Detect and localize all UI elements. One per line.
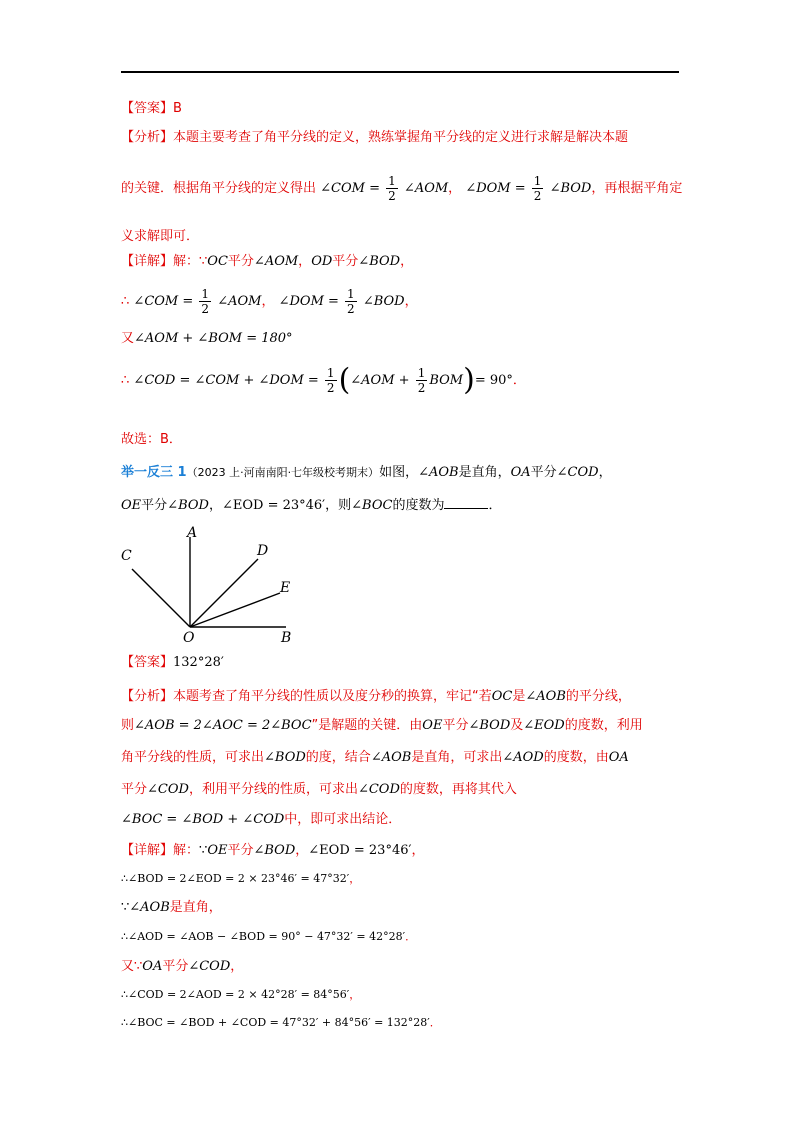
punct: ， xyxy=(411,843,425,858)
ex2-analysis-line2 xyxy=(121,716,643,736)
ex2-question-line1 xyxy=(121,463,612,483)
math-expression: BOM xyxy=(429,373,464,388)
math-expression: ∠AOB xyxy=(370,750,412,765)
math-expression: OA xyxy=(510,465,531,480)
ex1-detail-line3 xyxy=(121,329,293,349)
math-expression: ∠AOM xyxy=(403,181,449,196)
analysis-tag: 【分析】 xyxy=(121,689,174,704)
math-expression: ∠COM = xyxy=(133,294,194,309)
punct: ， xyxy=(349,988,361,1001)
fraction xyxy=(325,366,337,395)
ex2-detail-line5 xyxy=(121,957,243,977)
math-expression: OA xyxy=(142,959,163,974)
math-expression: ∠AOM + ∠BOM = 180° xyxy=(134,331,293,346)
question-text: 是直角， xyxy=(458,465,511,480)
fraction-numerator: 1 xyxy=(326,366,335,380)
math-expression: ∴∠BOD = 2∠EOD = 2 × 23°46′ = 47°32′ xyxy=(121,872,350,885)
answer-tag: 【答案】 xyxy=(121,101,174,116)
fraction xyxy=(416,366,428,395)
detail-text: 平分 xyxy=(227,254,254,269)
analysis-text: ，再根据平角定 xyxy=(591,181,683,196)
math-expression: ∠AOB = 2∠AOC = 2∠BOC xyxy=(134,718,312,733)
question-text: 平分 xyxy=(530,465,557,480)
therefore-symbol: ∴ xyxy=(121,373,130,388)
math-expression: OC xyxy=(207,254,228,269)
math-expression: ∠AOM xyxy=(253,254,299,269)
punct: ， xyxy=(400,254,414,269)
choose-text: 故选：B． xyxy=(121,432,182,447)
ex2-analysis-line1 xyxy=(121,687,631,707)
punct: ， xyxy=(230,959,244,974)
analysis-text: 的度数，再将其代入 xyxy=(399,782,517,797)
detail-text: 是直角， xyxy=(169,900,222,915)
math-expression: OC xyxy=(491,689,513,704)
because-symbol: ∵ xyxy=(121,900,130,915)
point-label-D: D xyxy=(257,543,269,559)
analysis-text: 的平分线， xyxy=(565,689,631,704)
punct: ， xyxy=(295,843,309,858)
fraction-numerator: 1 xyxy=(201,287,210,301)
answer-value: B xyxy=(173,101,182,116)
detail-text: 平分 xyxy=(332,254,359,269)
math-expression: ∠BOC = ∠BOD + ∠COD xyxy=(121,812,285,827)
answer-value: 132°28′ xyxy=(173,655,224,670)
ex1-answer xyxy=(121,99,182,119)
punct: ． xyxy=(488,498,502,513)
math-expression: ∠AOB xyxy=(525,689,566,704)
ex2-analysis-line5 xyxy=(121,810,401,830)
ex2-question-line2 xyxy=(121,496,501,516)
math-expression: ∴∠BOC = ∠BOD + ∠COD = 47°32′ + 84°56′ = 132°28′ xyxy=(121,1016,430,1029)
analysis-text: 本题考查了角平分线的性质以及度分秒的换算，牢记“若 xyxy=(173,689,492,704)
math-expression: ∠DOM = xyxy=(465,181,526,196)
analysis-text: ”是解题的关键．由 xyxy=(311,718,423,733)
source-text: （2023 上·河南南阳·七年级校考期末） xyxy=(186,466,380,479)
math-expression: ∠DOM = xyxy=(278,294,339,309)
question-text: 如图， xyxy=(379,465,419,480)
ex2-answer xyxy=(121,653,224,673)
detail-tag: 【详解】 xyxy=(121,254,174,269)
math-expression: ∠COD xyxy=(188,959,231,974)
ex1-detail-line4 xyxy=(121,362,526,398)
point-label-E: E xyxy=(280,580,291,596)
punct: ， xyxy=(448,181,462,196)
left-paren: ( xyxy=(338,362,351,398)
therefore-symbol: ∴ xyxy=(121,294,130,309)
fraction-denominator: 2 xyxy=(417,381,426,395)
question-text: 的度数为 xyxy=(392,498,445,513)
ex2-analysis-line4 xyxy=(121,780,517,800)
point-label-A: A xyxy=(187,525,198,541)
analysis-text: 本题主要考查了角平分线的定义，熟练掌握角平分线的定义进行求解是解决本题 xyxy=(173,130,629,145)
math-expression: OA xyxy=(608,750,629,765)
ray-OE xyxy=(190,593,280,627)
punct: ， xyxy=(208,498,222,513)
analysis-text: 的度数，利用 xyxy=(564,718,643,733)
ex1-detail-line2 xyxy=(121,287,418,316)
analysis-text: 角平分线的性质，可求出 xyxy=(121,750,265,765)
detail-text: 解： xyxy=(173,843,200,858)
math-expression: ∠BOD xyxy=(264,750,306,765)
math-expression: OE xyxy=(207,843,228,858)
ex1-analysis-line2 xyxy=(121,174,682,203)
answer-tag: 【答案】 xyxy=(121,655,174,670)
analysis-text: 的关键．根据角平分线的定义得出 xyxy=(121,181,317,196)
question-text: 平分 xyxy=(141,498,168,513)
fraction xyxy=(345,287,357,316)
math-expression: ∠AOB xyxy=(418,465,459,480)
ex2-detail-line4 xyxy=(121,927,416,947)
ex2-analysis-line3 xyxy=(121,748,629,768)
analysis-text: ，利用平分线的性质，可求出 xyxy=(188,782,358,797)
math-expression: ∠COD xyxy=(357,782,400,797)
math-expression: ∠EOD = 23°46′ xyxy=(308,843,412,858)
analysis-text: 及 xyxy=(510,718,524,733)
point-label-O: O xyxy=(183,630,195,646)
ex2-detail-line6 xyxy=(121,985,360,1005)
fraction-denominator: 2 xyxy=(388,189,396,203)
math-expression: ∠BOD xyxy=(358,254,401,269)
punct: ． xyxy=(512,373,526,388)
angle-figure xyxy=(110,522,310,647)
punct: ， xyxy=(598,465,612,480)
math-expression: ∠BOC xyxy=(351,498,393,513)
math-expression: ∠COD xyxy=(556,465,599,480)
fraction-numerator: 1 xyxy=(417,366,426,380)
punct: ， xyxy=(349,872,361,885)
analysis-text: 平分 xyxy=(442,718,469,733)
analysis-text: 是直角，可求出 xyxy=(411,750,503,765)
fraction-denominator: 2 xyxy=(533,189,542,203)
detail-tag: 【详解】 xyxy=(121,843,174,858)
ex1-detail-line1 xyxy=(121,252,413,272)
punct: ， xyxy=(404,294,418,309)
answer-blank xyxy=(444,496,488,509)
detail-text: 平分 xyxy=(227,843,254,858)
math-expression: OD xyxy=(311,254,333,269)
detail-text: 平分 xyxy=(162,959,189,974)
fraction-denominator: 2 xyxy=(347,302,355,316)
math-expression: ∴∠AOD = ∠AOB − ∠BOD = 90° − 47°32′ = 42°28′ xyxy=(121,930,406,943)
punct: ． xyxy=(429,1016,441,1029)
right-paren: ) xyxy=(463,362,475,398)
fraction-numerator: 1 xyxy=(388,174,396,188)
header-rule xyxy=(121,71,679,73)
math-expression: OE xyxy=(121,498,142,513)
math-expression: ∠COM = xyxy=(320,181,380,196)
math-expression: ∠AOM + xyxy=(350,373,410,388)
detail-text: 又 xyxy=(121,331,135,346)
ex2-detail-line1 xyxy=(121,841,424,861)
practice-label: 举一反三 1 xyxy=(121,465,187,480)
math-expression: OE xyxy=(422,718,443,733)
analysis-text: 的度，结合 xyxy=(305,750,371,765)
math-expression: ∠COD = ∠COM + ∠DOM = xyxy=(133,373,319,388)
analysis-text: 是 xyxy=(512,689,526,704)
analysis-text: 则 xyxy=(121,718,135,733)
fraction-denominator: 2 xyxy=(326,381,335,395)
analysis-text: 的度数，由 xyxy=(543,750,609,765)
fraction xyxy=(532,174,544,203)
math-expression: ∠COD xyxy=(147,782,189,797)
fraction-denominator: 2 xyxy=(201,302,210,316)
detail-text: 解：∵ xyxy=(173,254,208,269)
math-expression: ∠AOM xyxy=(217,294,262,309)
ex1-choose xyxy=(121,430,182,450)
analysis-text: 义求解即可． xyxy=(121,229,200,244)
ex1-analysis-line1 xyxy=(121,128,628,148)
point-label-B: B xyxy=(281,630,292,646)
math-expression: ∴∠COD = 2∠AOD = 2 × 42°28′ = 84°56′ xyxy=(121,988,350,1001)
ray-OC xyxy=(132,569,190,627)
punct: ， xyxy=(298,254,312,269)
point-label-C: C xyxy=(121,548,132,564)
math-expression: ∠AOB xyxy=(129,900,170,915)
ex2-detail-line2 xyxy=(121,869,360,889)
math-expression: ∠BOD xyxy=(167,498,209,513)
ex1-analysis-line3 xyxy=(121,227,199,247)
math-expression: ∠EOD = 23°46′ xyxy=(221,498,326,513)
fraction xyxy=(386,174,398,203)
math-expression: ∠AOD xyxy=(502,750,544,765)
because-symbol: ∵ xyxy=(199,843,208,858)
fraction-numerator: 1 xyxy=(533,174,542,188)
ex2-detail-line3 xyxy=(121,898,222,918)
fraction-numerator: 1 xyxy=(347,287,355,301)
analysis-tag: 【分析】 xyxy=(121,130,174,145)
math-expression: ∠BOD xyxy=(362,294,405,309)
punct: ， xyxy=(261,294,275,309)
math-expression: ∠BOD xyxy=(253,843,296,858)
punct: ． xyxy=(405,930,417,943)
ex2-detail-line7 xyxy=(121,1013,441,1033)
question-text: ，则 xyxy=(325,498,352,513)
analysis-text: 平分 xyxy=(121,782,148,797)
ray-OD xyxy=(190,559,258,627)
fraction xyxy=(199,287,211,316)
analysis-text: 中，即可求出结论． xyxy=(284,812,402,827)
math-expression: ∠BOD xyxy=(468,718,511,733)
math-expression: ∠EOD xyxy=(523,718,565,733)
math-expression: ∠BOD xyxy=(549,181,592,196)
detail-text: 又∵ xyxy=(121,959,143,974)
math-expression: = 90° xyxy=(474,373,513,388)
